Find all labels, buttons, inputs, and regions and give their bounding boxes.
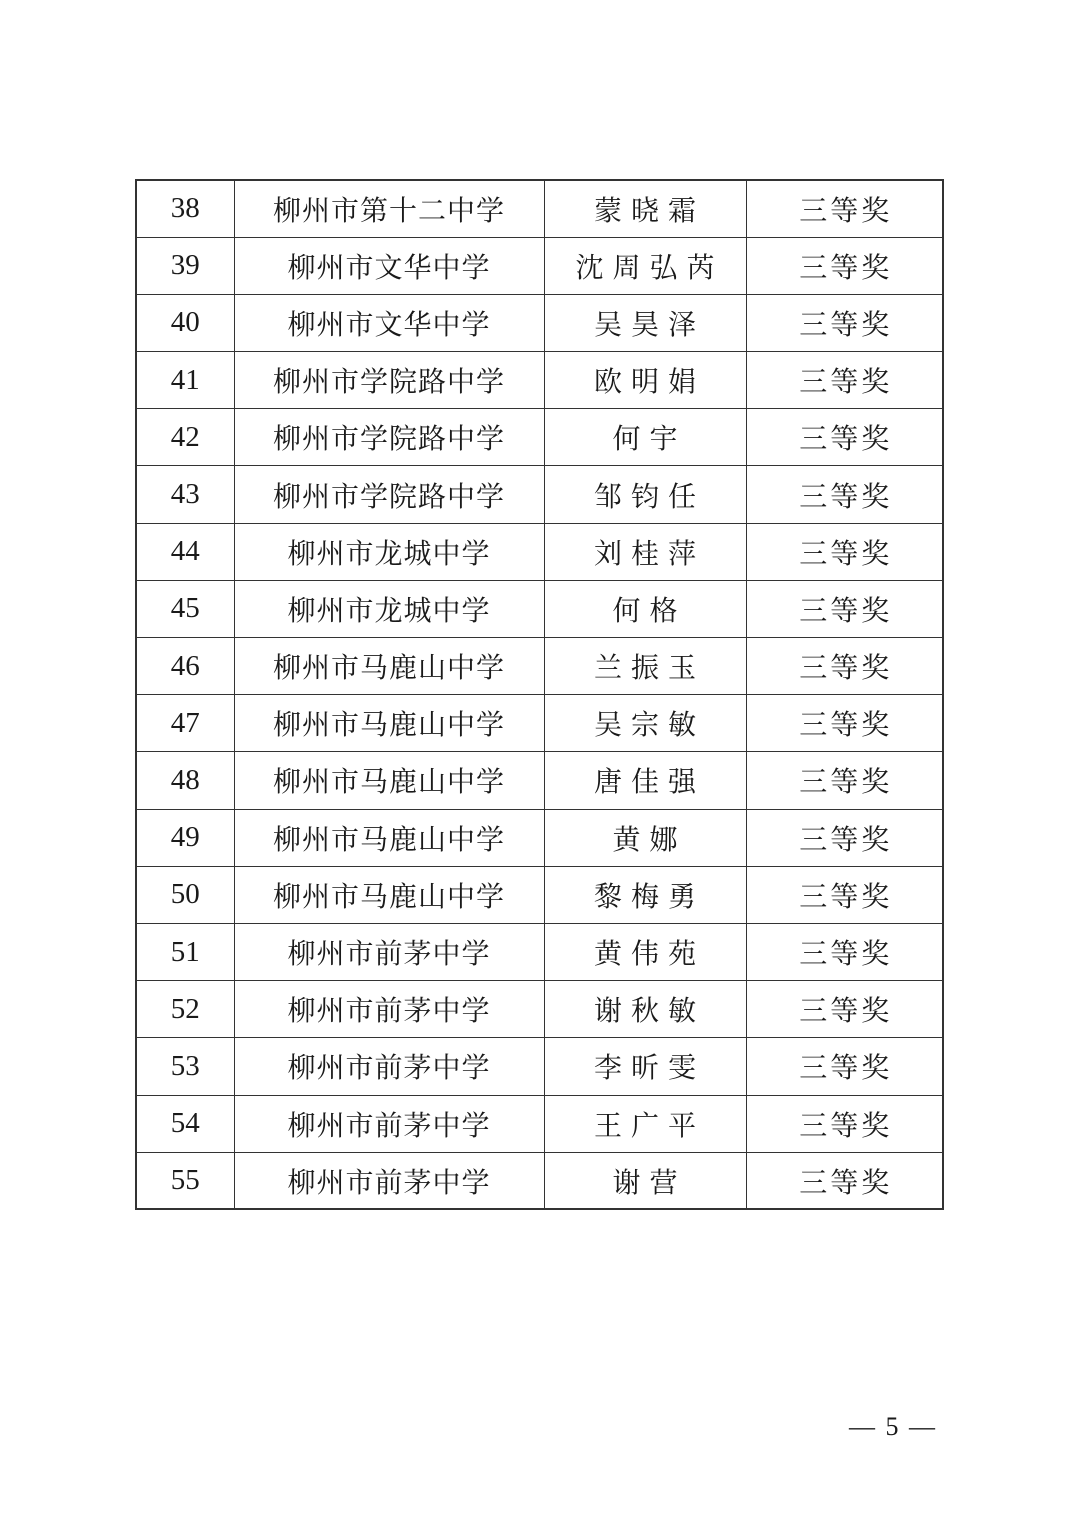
- row-number-cell: 46: [136, 638, 234, 695]
- school-cell: 柳州市龙城中学: [234, 523, 544, 580]
- school-cell: 柳州市前茅中学: [234, 1152, 544, 1209]
- award-level-cell: 三等奖: [746, 1152, 943, 1209]
- student-name-cell: 黄娜: [544, 809, 746, 866]
- school-cell: 柳州市学院路中学: [234, 352, 544, 409]
- school-cell: 柳州市马鹿山中学: [234, 638, 544, 695]
- student-name-cell: 何宇: [544, 409, 746, 466]
- table-row: [136, 466, 943, 523]
- student-name-cell: 蒙晓霜: [544, 180, 746, 237]
- student-name-cell: 黎梅勇: [544, 866, 746, 923]
- award-level-cell: 三等奖: [746, 695, 943, 752]
- table-row: [136, 981, 943, 1038]
- award-level-cell: 三等奖: [746, 237, 943, 294]
- student-name-cell: 王广平: [544, 1095, 746, 1152]
- student-name-cell: 谢营: [544, 1152, 746, 1209]
- student-name-cell: 沈周弘芮: [544, 237, 746, 294]
- award-level-cell: 三等奖: [746, 923, 943, 980]
- student-name-cell: 何格: [544, 580, 746, 637]
- table-row: [136, 695, 943, 752]
- school-cell: 柳州市文华中学: [234, 237, 544, 294]
- row-number-cell: 52: [136, 981, 234, 1038]
- school-cell: 柳州市龙城中学: [234, 580, 544, 637]
- school-cell: 柳州市前茅中学: [234, 981, 544, 1038]
- table-row: [136, 638, 943, 695]
- row-number-cell: 45: [136, 580, 234, 637]
- award-level-cell: 三等奖: [746, 580, 943, 637]
- row-number-cell: 54: [136, 1095, 234, 1152]
- school-cell: 柳州市前茅中学: [234, 923, 544, 980]
- student-name-cell: 吴昊泽: [544, 294, 746, 351]
- school-cell: 柳州市前茅中学: [234, 1095, 544, 1152]
- student-name-cell: 谢秋敏: [544, 981, 746, 1038]
- school-cell: 柳州市学院路中学: [234, 409, 544, 466]
- row-number-cell: 41: [136, 352, 234, 409]
- table-row: [136, 580, 943, 637]
- row-number-cell: 51: [136, 923, 234, 980]
- row-number-cell: 47: [136, 695, 234, 752]
- award-level-cell: 三等奖: [746, 294, 943, 351]
- award-level-cell: 三等奖: [746, 180, 943, 237]
- table-row: [136, 409, 943, 466]
- table-row: [136, 1095, 943, 1152]
- student-name-cell: 吴宗敏: [544, 695, 746, 752]
- student-name-cell: 刘桂萍: [544, 523, 746, 580]
- row-number-cell: 39: [136, 237, 234, 294]
- table-row: [136, 1038, 943, 1095]
- row-number-cell: 40: [136, 294, 234, 351]
- table-row: [136, 752, 943, 809]
- table-row: [136, 237, 943, 294]
- table-row: [136, 866, 943, 923]
- award-level-cell: 三等奖: [746, 1095, 943, 1152]
- award-level-cell: 三等奖: [746, 523, 943, 580]
- school-cell: 柳州市文华中学: [234, 294, 544, 351]
- award-level-cell: 三等奖: [746, 409, 943, 466]
- row-number-cell: 42: [136, 409, 234, 466]
- row-number-cell: 38: [136, 180, 234, 237]
- award-level-cell: 三等奖: [746, 752, 943, 809]
- table-row: [136, 1152, 943, 1209]
- award-level-cell: 三等奖: [746, 352, 943, 409]
- school-cell: 柳州市学院路中学: [234, 466, 544, 523]
- award-level-cell: 三等奖: [746, 1038, 943, 1095]
- student-name-cell: 邹钧任: [544, 466, 746, 523]
- school-cell: 柳州市第十二中学: [234, 180, 544, 237]
- award-level-cell: 三等奖: [746, 466, 943, 523]
- table-row: [136, 809, 943, 866]
- award-level-cell: 三等奖: [746, 809, 943, 866]
- school-cell: 柳州市马鹿山中学: [234, 695, 544, 752]
- table-row: [136, 180, 943, 237]
- school-cell: 柳州市马鹿山中学: [234, 809, 544, 866]
- award-level-cell: 三等奖: [746, 866, 943, 923]
- row-number-cell: 44: [136, 523, 234, 580]
- row-number-cell: 43: [136, 466, 234, 523]
- school-cell: 柳州市马鹿山中学: [234, 866, 544, 923]
- row-number-cell: 55: [136, 1152, 234, 1209]
- table-row: [136, 352, 943, 409]
- student-name-cell: 欧明娟: [544, 352, 746, 409]
- row-number-cell: 49: [136, 809, 234, 866]
- row-number-cell: 50: [136, 866, 234, 923]
- table-row: [136, 923, 943, 980]
- student-name-cell: 黄伟苑: [544, 923, 746, 980]
- school-cell: 柳州市马鹿山中学: [234, 752, 544, 809]
- award-level-cell: 三等奖: [746, 981, 943, 1038]
- award-table-body: [136, 180, 943, 1209]
- school-cell: 柳州市前茅中学: [234, 1038, 544, 1095]
- page-number: — 5 —: [849, 1412, 937, 1441]
- student-name-cell: 李昕雯: [544, 1038, 746, 1095]
- table-row: [136, 523, 943, 580]
- table-row: [136, 294, 943, 351]
- award-list-table: [135, 179, 944, 1210]
- row-number-cell: 53: [136, 1038, 234, 1095]
- row-number-cell: 48: [136, 752, 234, 809]
- student-name-cell: 兰振玉: [544, 638, 746, 695]
- student-name-cell: 唐佳强: [544, 752, 746, 809]
- award-level-cell: 三等奖: [746, 638, 943, 695]
